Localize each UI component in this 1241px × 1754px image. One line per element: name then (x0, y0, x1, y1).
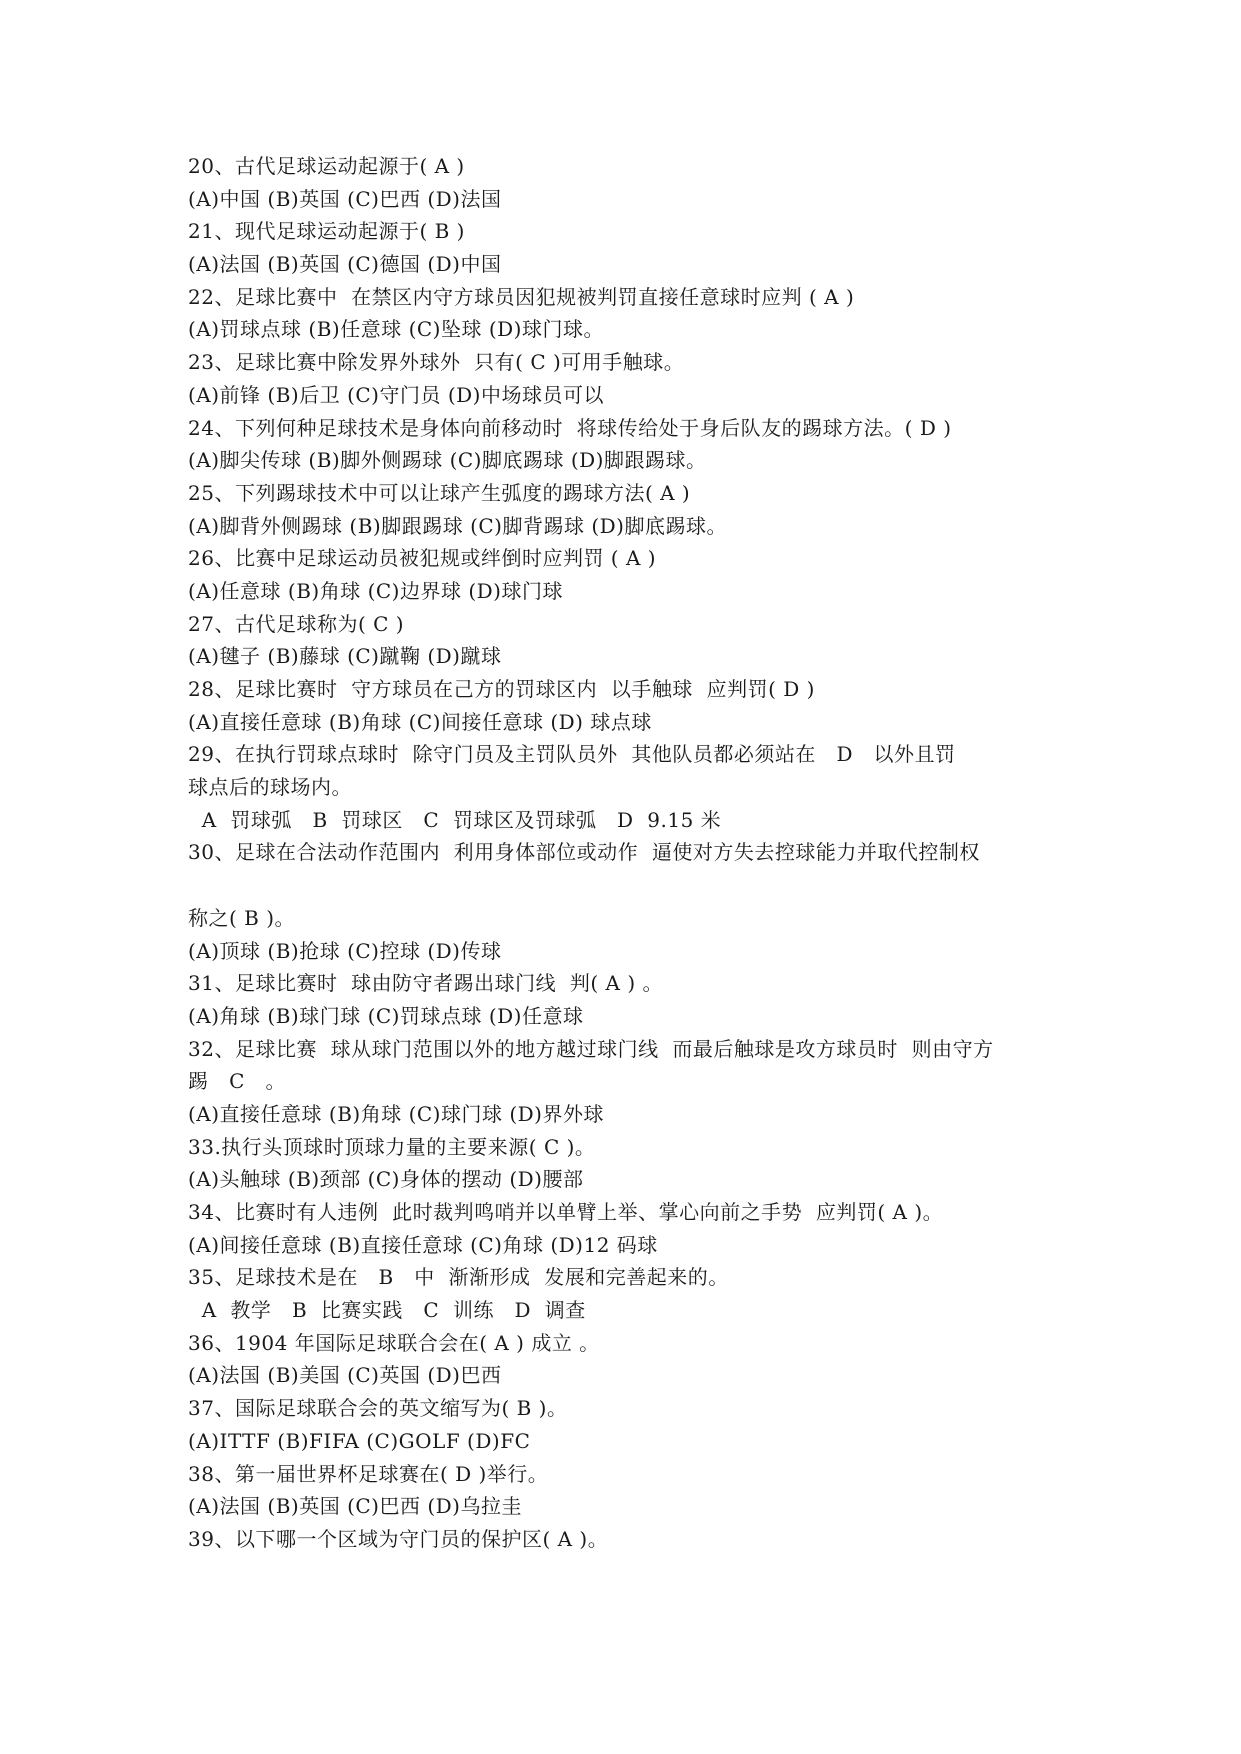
text-line: (A)头触球 (B)颈部 (C)身体的摆动 (D)腰部 (188, 1167, 584, 1192)
text-line: (A)前锋 (B)后卫 (C)守门员 (D)中场球员可以 (188, 382, 604, 407)
text-line: 22、足球比赛中 在禁区内守方球员因犯规被判罚直接任意球时应判 ( A ) (188, 284, 855, 309)
text-line: 28、足球比赛时 守方球员在己方的罚球区内 以手触球 应判罚( D ) (188, 677, 815, 701)
text-line: (A)毽子 (B)藤球 (C)蹴鞠 (D)蹴球 (188, 644, 502, 669)
text-line: 27、古代足球称为( C ) (188, 611, 405, 636)
question-list (188, 150, 1068, 1556)
text-line: 34、比赛时有人违例 此时裁判鸣哨并以单臂上举、掌心向前之手势 应判罚( A )。 (188, 1200, 944, 1224)
text-line: 球点后的球场内。 (188, 775, 352, 800)
text-line: (A)任意球 (B)角球 (C)边界球 (D)球门球 (188, 578, 563, 603)
text-line: 31、足球比赛时 球由防守者踢出球门线 判( A ) 。 (188, 971, 663, 996)
text-line: 踢 C 。 (188, 1069, 286, 1094)
text-line: (A)法国 (B)英国 (C)德国 (D)中国 (188, 252, 502, 277)
text-line: (A)顶球 (B)抢球 (C)控球 (D)传球 (188, 938, 502, 963)
text-line: 24、下列何种足球技术是身体向前移动时 将球传给处于身后队友的踢球方法。( D ) (188, 415, 952, 440)
text-line: 21、现代足球运动起源于( B ) (188, 219, 465, 244)
text-line: A 罚球弧 B 罚球区 C 罚球区及罚球弧 D 9.15 米 (188, 807, 722, 832)
text-line: 29、在执行罚球点球时 除守门员及主罚队员外 其他队员都必须站在 D 以外且罚 (188, 742, 956, 767)
text-line: (A)角球 (B)球门球 (C)罚球点球 (D)任意球 (188, 1003, 584, 1028)
text-line: (A)直接任意球 (B)角球 (C)球门球 (D)界外球 (188, 1101, 604, 1126)
text-line: 26、比赛中足球运动员被犯规或绊倒时应判罚 ( A ) (188, 546, 657, 571)
text-line: (A)脚背外侧踢球 (B)脚跟踢球 (C)脚背踢球 (D)脚底踢球。 (188, 513, 727, 538)
text-line (188, 869, 1068, 902)
text-line: 32、足球比赛 球从球门范围以外的地方越过球门线 而最后触球是攻方球员时 则由守方 (188, 1036, 994, 1061)
text-line: 33.执行头顶球时顶球力量的主要来源( C )。 (188, 1134, 596, 1159)
text-line: A 教学 B 比赛实践 C 训练 D 调查 (188, 1298, 586, 1323)
text-line: (A)中国 (B)英国 (C)巴西 (D)法国 (188, 186, 502, 211)
text-line: 称之( B )。 (188, 905, 296, 930)
text-line: 38、第一届世界杯足球赛在( D )举行。 (188, 1461, 549, 1486)
text-line: 20、古代足球运动起源于( A ) (188, 154, 465, 178)
text-line: 35、足球技术是在 B 中 渐渐形成 发展和完善起来的。 (188, 1265, 729, 1290)
text-line: (A)法国 (B)美国 (C)英国 (D)巴西 (188, 1363, 502, 1388)
text-line: 39、以下哪一个区域为守门员的保护区( A )。 (188, 1526, 609, 1551)
text-line: 30、足球在合法动作范围内 利用身体部位或动作 逼使对方失去控球能力并取代控制权 (188, 840, 980, 865)
text-line: (A)法国 (B)英国 (C)巴西 (D)乌拉圭 (188, 1494, 522, 1519)
text-line: (A)ITTF (B)FIFA (C)GOLF (D)FC (188, 1428, 531, 1453)
text-line: (A)直接任意球 (B)角球 (C)间接任意球 (D) 球点球 (188, 709, 652, 734)
text-line: 37、国际足球联合会的英文缩写为( B )。 (188, 1396, 568, 1421)
text-line: (A)脚尖传球 (B)脚外侧踢球 (C)脚底踢球 (D)脚跟踢球。 (188, 448, 707, 473)
text-line: 23、足球比赛中除发界外球外 只有( C )可用手触球。 (188, 350, 685, 375)
text-line: (A)罚球点球 (B)任意球 (C)坠球 (D)球门球。 (188, 317, 604, 342)
text-line: 36、1904 年国际足球联合会在( A ) 成立 。 (188, 1330, 600, 1355)
text-line: (A)间接任意球 (B)直接任意球 (C)角球 (D)12 码球 (188, 1232, 658, 1257)
text-line: 25、下列踢球技术中可以让球产生弧度的踢球方法( A ) (188, 480, 691, 505)
